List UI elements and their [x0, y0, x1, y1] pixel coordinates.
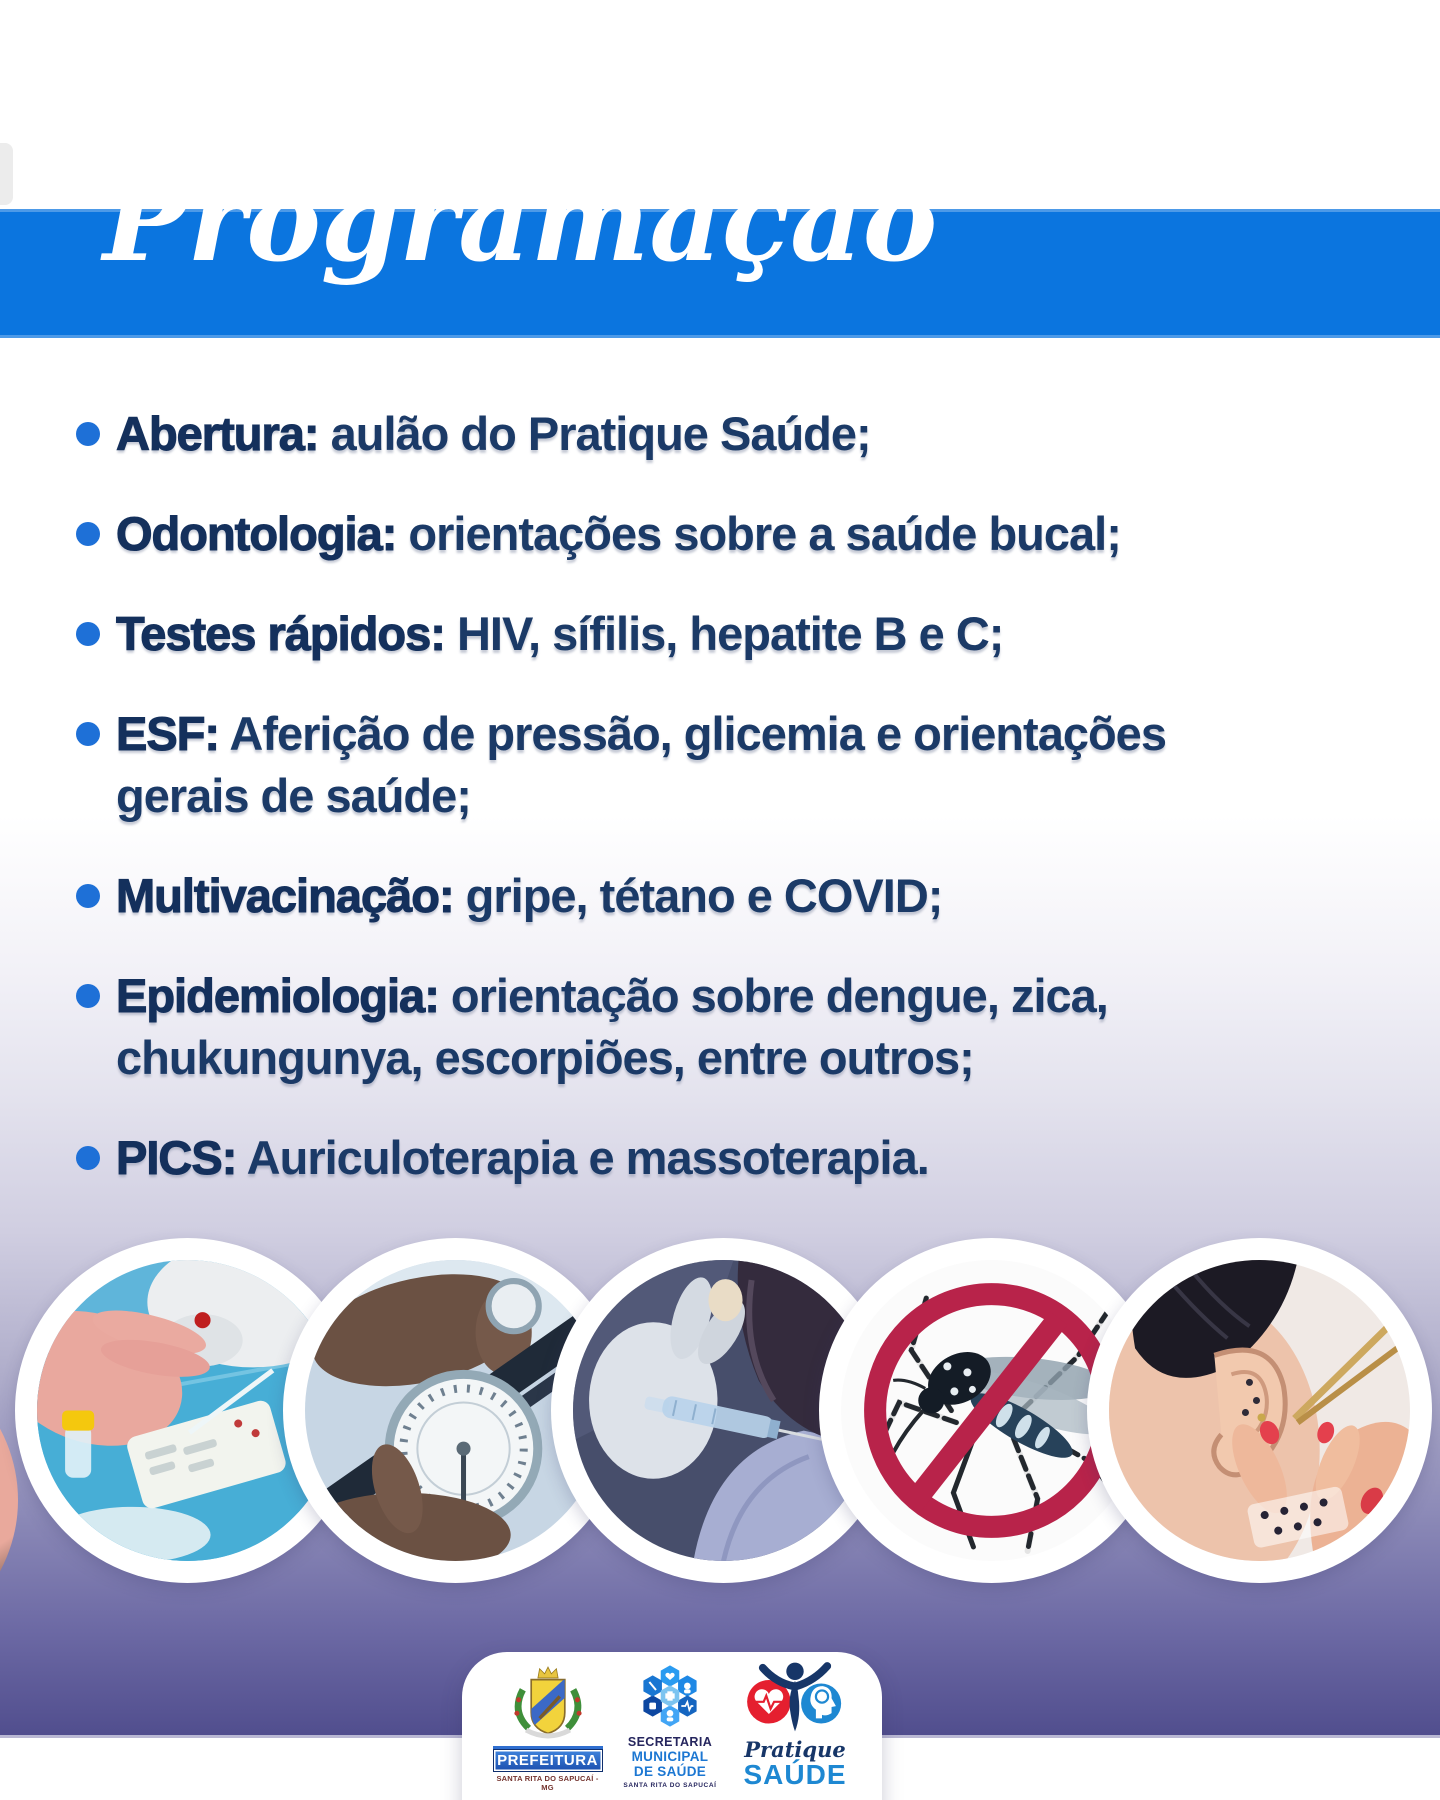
footer-logo-card [462, 1652, 882, 1800]
item-text: HIV, sífilis, hepatite B e C; [444, 607, 1004, 660]
item-text: aulão do Pratique Saúde; [318, 407, 871, 460]
list-item [76, 603, 1276, 665]
program-list [76, 403, 1276, 1227]
item-text: orientações sobre a saúde bucal; [396, 507, 1121, 560]
item-label: Epidemiologia: [116, 969, 439, 1022]
item-label: Multivacinação: [116, 869, 454, 922]
vial-cap [62, 1411, 94, 1431]
page-title: Programação [103, 156, 938, 287]
municipal-label: MUNICIPAL [631, 1749, 709, 1764]
secretaria-city-label: SANTA RITA DO SAPUCAÍ [623, 1782, 717, 1789]
corner-artifact [0, 143, 13, 205]
item-text-line2: chukungunya, escorpiões, entre outros; [116, 1031, 974, 1084]
photo-circle-auriculotherapy [1087, 1238, 1432, 1583]
list-item [76, 503, 1276, 565]
saude-label: SAÚDE [743, 1759, 847, 1790]
blood-drop [195, 1312, 211, 1328]
small-gauge [489, 1281, 539, 1331]
item-text-line2: gerais de saúde; [116, 769, 471, 822]
ear-bead [1257, 1414, 1265, 1422]
item-text: Aferição de pressão, glicemia e orientações [219, 707, 1166, 760]
pratique-saude-icon [739, 1660, 851, 1734]
item-label: ESF: [116, 707, 220, 760]
pratique-label: Pratique [744, 1737, 846, 1762]
item-label: PICS: [116, 1131, 237, 1184]
list-item [76, 965, 1276, 1089]
list-item [76, 865, 1276, 927]
prefeitura-logo [490, 1666, 605, 1792]
pratique-saude-logo [730, 1660, 860, 1789]
item-label: Abertura: [116, 407, 319, 460]
list-item [76, 703, 1276, 827]
vial-body [65, 1426, 91, 1478]
item-text: orientação sobre dengue, zica, [438, 969, 1108, 1022]
prefeitura-banner-label: PREFEITURA [493, 1749, 603, 1772]
secretaria-label: SECRETARIA [627, 1735, 713, 1749]
city-crest-icon [506, 1666, 590, 1742]
list-item [76, 403, 1276, 465]
health-secretary-logo [620, 1664, 720, 1789]
auriculotherapy-photo [1109, 1260, 1410, 1561]
list-item [76, 1127, 1276, 1189]
item-label: Odontologia: [116, 507, 397, 560]
item-text: Auriculoterapia e massoterapia. [236, 1131, 929, 1184]
prefeitura-city-label: SANTA RITA DO SAPUCAÍ - MG [496, 1774, 599, 1792]
item-text: gripe, tétano e COVID; [453, 869, 943, 922]
hexagon-cluster-icon [631, 1664, 709, 1728]
de-saude-label: DE SAÚDE [633, 1764, 707, 1779]
item-label: Testes rápidos: [116, 607, 445, 660]
